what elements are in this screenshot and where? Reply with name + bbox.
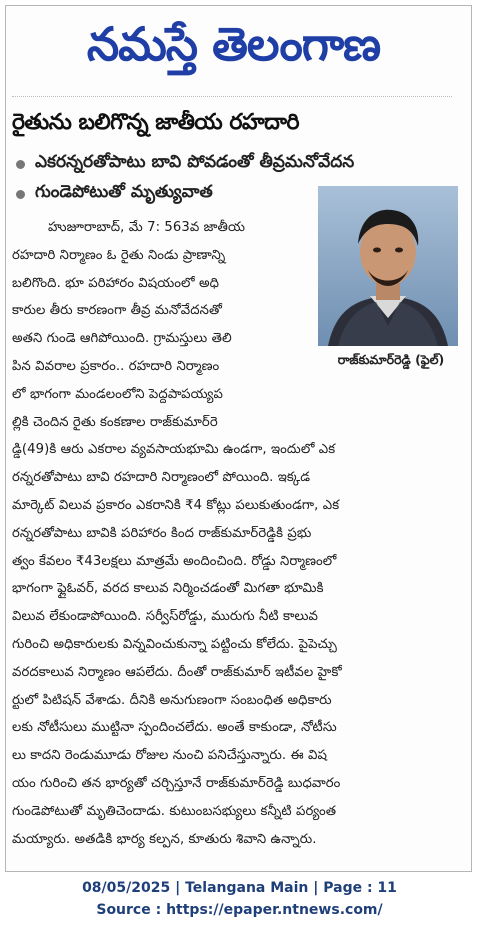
body-line: లో భాగంగా మండలంలోని పెద్దపాపయ్యప xyxy=(12,386,224,402)
article-body xyxy=(12,214,467,853)
body-line: పిన వివరాల ప్రకారం.. రహదారి నిర్మాణం xyxy=(12,358,220,374)
body-line: లకు నోటీసులు ముట్టినా స్పందించలేదు. అంతే కాకుండా, నోటీసు xyxy=(12,720,337,736)
subheading-text: ఎకరన్నరతోపాటు బావి పోవడంతో తీవ్రమనోవేదన xyxy=(35,152,355,172)
body-line: విలువ లేకుండాపోయింది. సర్వీస్‌రోడ్డు, మురుగు నీటి కాలువ xyxy=(12,609,318,625)
body-line: కారుల తీరు కారణంగా తీవ్ర మనోవేదనతో xyxy=(12,303,223,319)
body-line: గుండెపోటుతో మృతిచెందాడు. కుటుంబసభ్యులు కన్నీటి పర్యంత xyxy=(12,803,337,819)
body-line: ర్టులో పిటిషన్ వేశాడు. దీనికి అనుగుణంగా సంబంధిత అధికారు xyxy=(12,692,332,708)
photo-caption: రాజ్‌కుమార్‌రెడ్డి (ఫైల్) xyxy=(337,352,445,367)
body-line: హుజూరాబాద్, మే 7: 563వ జాతీయ xyxy=(48,220,246,235)
footer-date-line: 08/05/2025 | Telangana Main | Page : 11 xyxy=(82,880,397,896)
body-line: బలిగొంది. భూ పరిహారం విషయంలో అధి xyxy=(12,275,220,291)
body-line: డ్డి(49)కి ఆరు ఎకరాల వ్యవసాయభూమి ఉండగా, ఇందులో ఎక xyxy=(12,442,336,458)
divider xyxy=(12,96,452,101)
body-line: త్వం కేవలం ₹43లక్షలు మాత్రమే అందించింది. రోడ్డు నిర్మాణంలో xyxy=(12,553,337,569)
body-line: ల్లికి చెందిన రైతు కంకణాల రాజ్‌కుమార్‌రె xyxy=(12,414,218,430)
bullet-dot-icon xyxy=(16,160,25,169)
newspaper-masthead: నమస్తే తెలంగాణ xyxy=(86,17,381,71)
body-line: భాగంగా ఫ్లైఓవర్, వరద కాలువ నిర్మించడంతో మిగతా భూమికి xyxy=(12,581,324,597)
body-line: రన్నరతోపాటు బావికి పరిహారం కింద రాజ్‌కుమార్‌రెడ్డికి ప్రభు xyxy=(12,525,312,541)
bullet-dot-icon xyxy=(16,190,25,199)
body-line: వరదకాలువ నిర్మాణం ఆపలేదు. దీంతో రాజ్‌కుమార్ ఇటీవల హైకో xyxy=(12,664,342,680)
body-line: అతని గుండె ఆగిపోయింది. గ్రామస్తులు తెలి xyxy=(12,331,232,347)
body-line: మయ్యారు. అతడికి భార్య కల్పన, కూతురు శివాని ఉన్నారు. xyxy=(12,831,317,847)
footer-source-line: Source : https://epaper.ntnews.com/ xyxy=(96,902,383,918)
body-line: రహదారి నిర్మాణం ఓ రైతు నిండు ప్రాణాన్ని xyxy=(12,247,226,263)
article-headline: రైతును బలిగొన్న జాతీయ రహదారి xyxy=(12,110,300,135)
body-line: యం గురించి తన భార్యతో చర్చిస్తూనే రాజ్‌కుమార్‌రెడ్డి బుధవారం xyxy=(12,775,341,791)
body-line: లు కాదని రెండుమూడు రోజుల నుంచి పనిచేస్తున్నారు. ఈ విష xyxy=(12,748,327,764)
body-line: మార్కెట్ విలువ ప్రకారం ఎకరానికి ₹4 కోట్లు పలుకుతుండగా, ఎక xyxy=(12,497,340,513)
body-line: గురించి అధికారులకు విన్నవించుకున్నా పట్టించు కోలేదు. పైపెచ్చు xyxy=(12,636,337,652)
subheading-text: గుండెపోటుతో మృత్యువాత xyxy=(35,182,213,202)
subheading-bullet xyxy=(16,152,456,176)
body-line: రన్నరతోపాటు బావి రహదారి నిర్మాణంలో పోయింది. ఇక్కడ xyxy=(12,470,311,486)
